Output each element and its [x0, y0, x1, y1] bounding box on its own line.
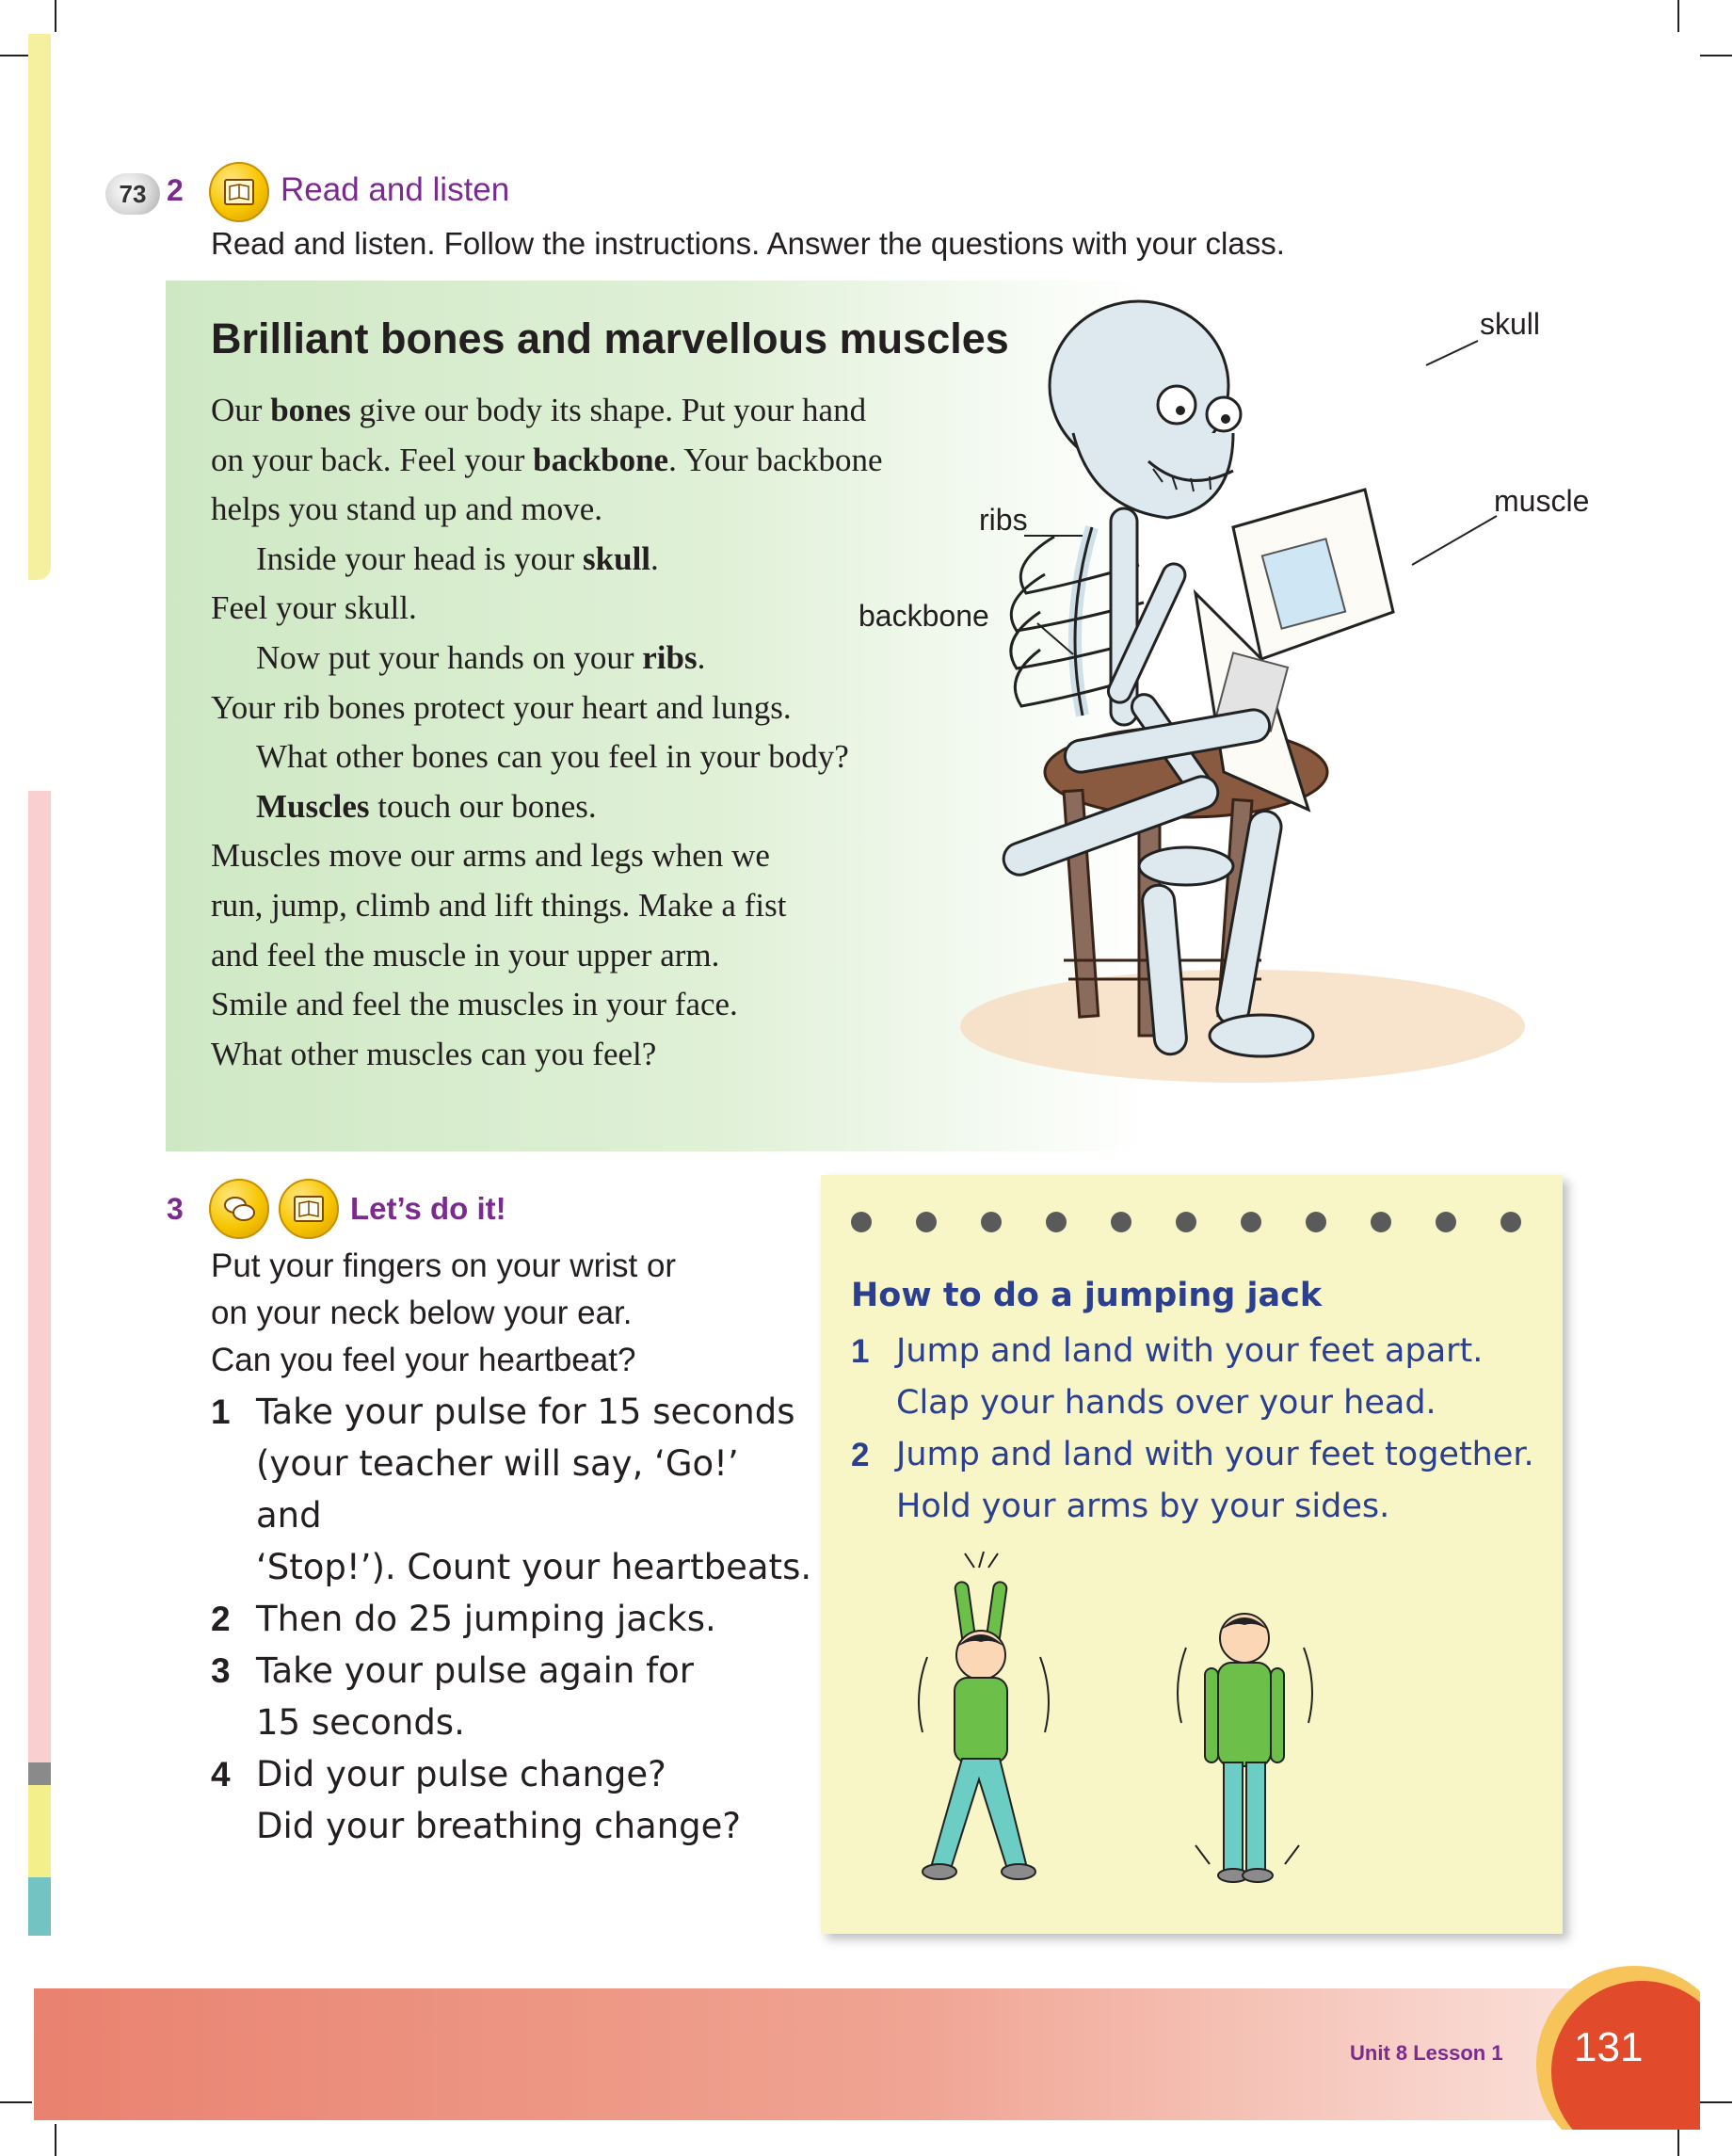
article-line: and feel the muscle in your upper arm.: [211, 936, 720, 973]
article-line: Muscles move our arms and legs when we: [211, 837, 770, 875]
section-title: Let’s do it!: [350, 1191, 506, 1226]
skull-illustration: [1050, 301, 1241, 518]
article-line: Feel your skull.: [211, 589, 417, 627]
crop-mark: [1700, 2101, 1732, 2103]
list-item: 4 Did your pulse change? Did your breathing change?: [211, 1754, 742, 1846]
article-line: Inside your head is your skull.: [256, 539, 659, 577]
margin-strip-teal: [28, 1877, 51, 1936]
list-item: 2 Jump and land with your feet together. Hold your arms by your sides.: [851, 1436, 1534, 1525]
label-ribs: ribs: [979, 503, 1028, 537]
article-line: run, jump, climb and lift things. Make a fist: [211, 886, 787, 924]
binder-hole: [1500, 1212, 1521, 1232]
list-item: 2 Then do 25 jumping jacks.: [211, 1599, 716, 1639]
backbone-pointer: [1037, 623, 1073, 654]
list-item: 3 Take your pulse again for 15 seconds.: [211, 1650, 694, 1743]
article-line: Muscles touch our bones.: [256, 787, 597, 825]
page-number: 131: [1574, 2024, 1644, 2070]
intro-line: Can you feel your heartbeat?: [211, 1342, 636, 1378]
crop-mark: [1677, 0, 1679, 32]
label-backbone: backbone: [858, 599, 989, 633]
section3-steps: [211, 1386, 813, 1852]
book-icon: [279, 1179, 339, 1239]
binder-hole: [1306, 1212, 1326, 1232]
list-item: 1 Jump and land with your feet apart. Clap your hands over your head.: [851, 1332, 1484, 1422]
note-title: How to do a jumping jack: [851, 1277, 1323, 1314]
skull-pointer: [1426, 341, 1478, 365]
article-line: on your back. Feel your backbone. Your backbone: [211, 441, 883, 478]
crop-mark: [0, 55, 32, 56]
article-line: Our bones give our body its shape. Put your hand: [211, 392, 867, 428]
crop-mark: [1700, 55, 1732, 56]
book-icon: [209, 162, 269, 222]
binder-hole: [1371, 1212, 1391, 1232]
jumping-jack-illustration: [885, 1544, 1393, 1921]
article-line: Smile and feel the muscles in your face.: [211, 986, 738, 1023]
margin-strip-yellow-2: [28, 1785, 51, 1877]
unit-lesson-label: Unit 8 Lesson 1: [1350, 2041, 1503, 2065]
section3-intro: [211, 1243, 794, 1384]
note-steps: [851, 1326, 1548, 1533]
speech-bubbles-icon: [209, 1179, 269, 1239]
section-instruction: Read and listen. Follow the instructions. Answer the questions with your class.: [211, 226, 1285, 261]
article-line: What other bones can you feel in your body?: [256, 738, 849, 776]
crop-mark: [0, 2101, 32, 2103]
crop-mark: [55, 0, 56, 32]
section-number: 3: [167, 1192, 184, 1226]
article-title: Brilliant bones and marvellous muscles: [211, 314, 1009, 362]
book-illustration: [1195, 490, 1393, 810]
article-line: Your rib bones protect your heart and lungs.: [211, 688, 792, 726]
margin-strip-grey: [28, 1762, 51, 1785]
article-line: helps you stand up and move.: [211, 491, 603, 528]
section-title: Read and listen: [281, 171, 510, 208]
list-item: 1 Take your pulse for 15 seconds (your teacher will say, ‘Go!’ and ‘Stop!’). Count your heartbeats.: [211, 1392, 812, 1587]
binder-hole: [851, 1212, 872, 1232]
crop-mark: [55, 2124, 56, 2156]
section-number: 2: [167, 173, 184, 207]
label-muscle: muscle: [1494, 484, 1590, 518]
figure-arms-up: [919, 1552, 1049, 1879]
binder-hole: [1111, 1212, 1131, 1232]
audio-track-badge[interactable]: 73: [105, 173, 160, 215]
intro-line: Put your fingers on your wrist or: [211, 1247, 677, 1284]
binder-hole: [981, 1212, 1002, 1232]
binder-hole: [1436, 1212, 1456, 1232]
label-skull: skull: [1480, 307, 1541, 341]
article-line: Now put your hands on your ribs.: [256, 638, 706, 676]
article-line: What other muscles can you feel?: [211, 1035, 657, 1072]
margin-strip-pink: [28, 791, 51, 1779]
article-body: [211, 386, 1058, 1079]
figure-arms-down: [1178, 1614, 1312, 1882]
intro-line: on your neck below your ear.: [211, 1295, 633, 1331]
skeleton-illustration: [951, 282, 1685, 1120]
binder-hole: [1046, 1212, 1067, 1232]
binder-hole: [1241, 1212, 1261, 1232]
muscle-pointer: [1412, 516, 1497, 565]
binder-hole: [916, 1212, 937, 1232]
margin-strip-yellow: [28, 34, 51, 580]
binder-hole: [1176, 1212, 1196, 1232]
